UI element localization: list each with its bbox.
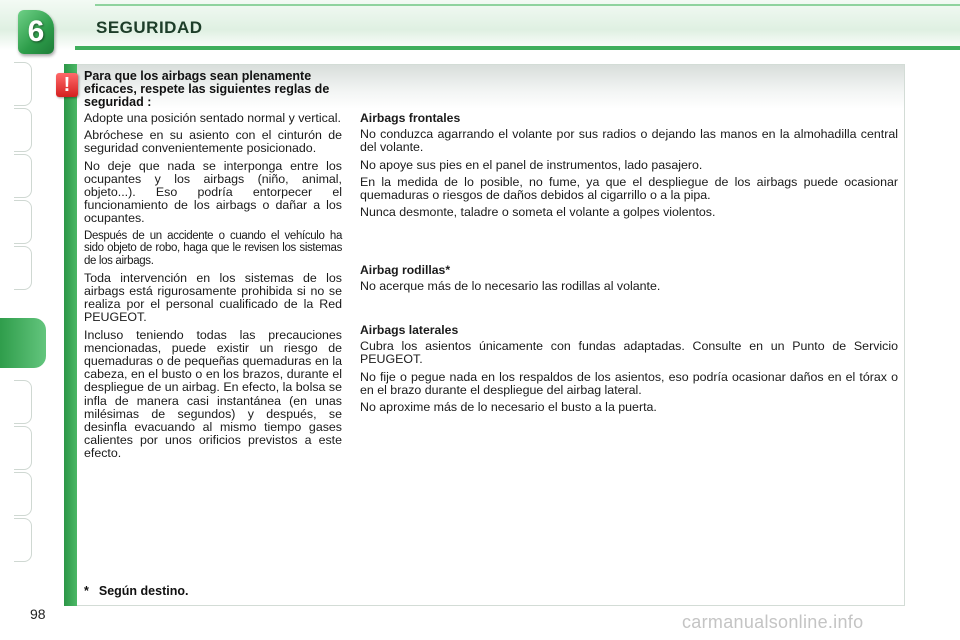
chapter-tab-4[interactable] <box>14 200 32 244</box>
front-paragraph: Nunca desmonte, taladre o someta el volante a golpes violentos. <box>360 205 716 220</box>
header-underline <box>75 46 960 50</box>
warning-exclamation-icon: ! <box>56 73 78 97</box>
chapter-tab-1[interactable] <box>14 62 32 106</box>
chapter-tab-9[interactable] <box>14 472 32 516</box>
warning-side-bar <box>64 64 77 606</box>
page-number: 98 <box>30 606 46 622</box>
chapter-tab-strip <box>14 62 32 574</box>
chapter-tab-7[interactable] <box>14 380 32 424</box>
paragraph-authorized-service: Toda intervención en los sistemas de los airbags está rigurosamente prohibida si no se realiza por el personal cualificado de la Red PEUGEOT. <box>84 270 342 325</box>
chapter-tab-6-active[interactable] <box>0 318 46 368</box>
front-paragraph: No conduzca agarrando el volante por sus radios o dejando las manos en la almohadilla central del volante. <box>360 127 898 155</box>
section-knee-airbag <box>360 264 898 297</box>
section-title-knee: Airbag rodillas* <box>360 263 451 277</box>
paragraph-burn-risk: Incluso teniendo todas las precauciones mencionadas, puede existir un riesgo de quemaduras o de pequeñas quemaduras en la cabeza, en el busto o en los brazos, durante el despliegue de un airbag. En efecto, la bolsa se infla de manera casi instantánea (en unas milésimas de segundos) y después, se desinfla evacuando al mismo tiempo gases calientes por unos orificios previstos a este efecto. <box>84 327 342 461</box>
footnote-text: Según destino. <box>98 584 189 598</box>
footnote-marker: * <box>84 584 89 598</box>
chapter-title: SEGURIDAD <box>96 18 203 37</box>
paragraph-after-accident: Después de un accidente o cuando el vehículo ha sido objeto de robo, haga que le revisen los sistemas de los airbags. <box>84 229 342 268</box>
side-paragraph: No aproxime más de lo necesario el busto a la puerta. <box>360 400 657 415</box>
front-paragraph: En la medida de lo posible, no fume, ya que el despliegue de los airbags puede ocasionar quemaduras o riesgos de daños debidos al cigarrillo o a la pipa. <box>360 174 898 203</box>
side-paragraph: No fije o pegue nada en los respaldos de los asientos, eso podría ocasionar daños en el tórax o en el brazo durante el despliegue del airbag lateral. <box>360 369 898 397</box>
safety-rules-heading: Para que los airbags sean plenamente eficaces, respete las siguientes reglas de seguridad : <box>84 69 330 109</box>
chapter-tab-5[interactable] <box>14 246 32 290</box>
chapter-tab-10[interactable] <box>14 518 32 562</box>
paragraph-obstruction: No deje que nada se interponga entre los ocupantes y los airbags (niño, animal, objeto...). Eso podría entorpecer el funcionamiento de los airbags o dañar a los ocupantes. <box>84 158 342 226</box>
section-title-side: Airbags laterales <box>360 323 459 337</box>
front-paragraph: No apoye sus pies en el panel de instrumentos, lado pasajero. <box>360 157 703 172</box>
chapter-tab-2[interactable] <box>14 108 32 152</box>
chapter-tab-3[interactable] <box>14 154 32 198</box>
site-watermark: carmanualsonline.info <box>682 612 864 632</box>
chapter-number-badge: 6 <box>18 10 54 54</box>
section-front-airbags <box>360 112 898 223</box>
footnote <box>84 584 188 598</box>
side-paragraph: Cubra los asientos únicamente con fundas adaptadas. Consulte en un Punto de Servicio PEUGEOT. <box>360 339 898 367</box>
section-title-front: Airbags frontales <box>360 111 461 125</box>
left-column <box>84 112 342 465</box>
section-side-airbags <box>360 324 898 418</box>
paragraph-seatbelt: Abróchese en su asiento con el cinturón de seguridad convenientemente posicionado. <box>84 128 342 156</box>
chapter-tab-8[interactable] <box>14 426 32 470</box>
header-accent-line <box>95 4 960 6</box>
knee-paragraph: No acerque más de lo necesario las rodillas al volante. <box>360 279 661 294</box>
paragraph-posture: Adopte una posición sentado normal y vertical. <box>84 111 341 125</box>
